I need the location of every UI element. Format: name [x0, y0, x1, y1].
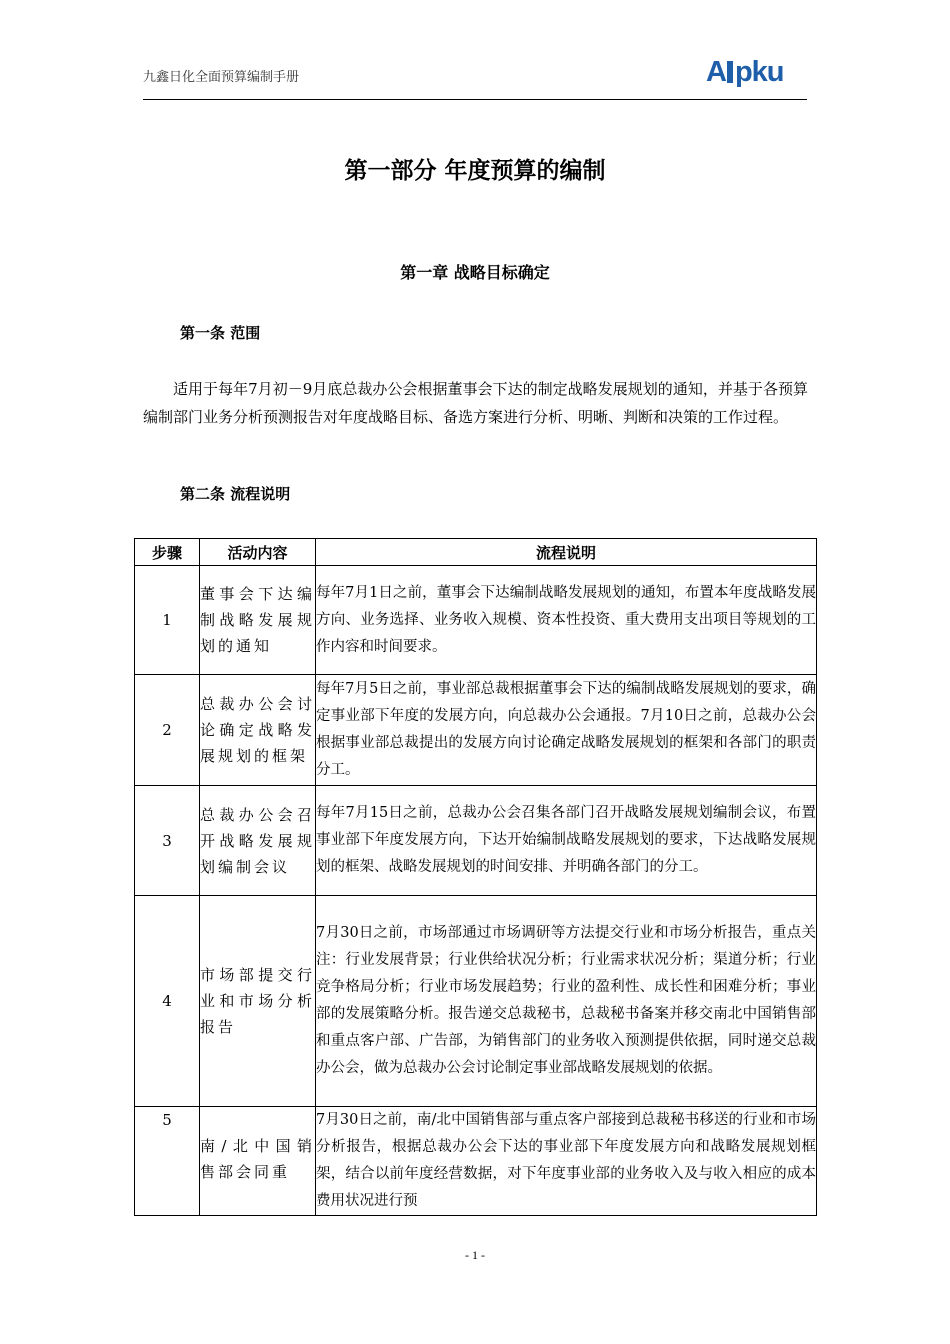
header-document-title: 九鑫日化全面预算编制手册 [143, 70, 300, 85]
table-header-row [135, 539, 817, 566]
article-1-body: 适用于每年7月初－9月底总裁办公会根据董事会下达的制定战略发展规划的通知，并基于各预算编制部门业务分析预测报告对年度战略目标、备选方案进行分析、明晰、判断和决策的工作过程。 [143, 380, 808, 426]
activity-cell: 董事会下达编制战略发展规划的通知 [200, 566, 316, 675]
company-logo [706, 56, 784, 88]
activity-cell: 总裁办公会召开战略发展规划编制会议 [200, 786, 316, 896]
article-1-title: 第一条 范围 [180, 324, 261, 342]
header-description: 流程说明 [316, 539, 817, 566]
description-cell: 每年7月5日之前，事业部总裁根据董事会下达的编制战略发展规划的要求，确定事业部下年度的发展方向，向总裁办公会通报。7月10日之前，总裁办公会根据事业部总裁提出的发展方向讨论确定战略发展规划的框架和各部门的职责分工。 [316, 675, 817, 786]
logo-bar-icon [727, 61, 733, 83]
logo-text-right: pku [734, 55, 784, 88]
step-cell: 5 [135, 1107, 200, 1216]
header-divider [143, 99, 807, 100]
table-row [135, 896, 817, 1107]
table-row [135, 786, 817, 896]
step-cell: 1 [135, 566, 200, 675]
description-cell: 7月30日之前，市场部通过市场调研等方法提交行业和市场分析报告，重点关注：行业发展背景；行业供给状况分析；行业需求状况分析；渠道分析；行业竞争格局分析；行业市场发展趋势；行业的盈利性、成长性和困难分析；事业部的发展策略分析。报告递交总裁秘书，总裁秘书备案并移交南北中国销售部和重点客户部、广告部，为销售部门的业务收入预测提供依据，同时递交总裁办公会，做为总裁办公会讨论制定事业部战略发展规划的依据。 [316, 896, 817, 1107]
table-row [135, 566, 817, 675]
page-number: - 1 - [465, 1248, 485, 1262]
chapter-title: 第一章 战略目标确定 [400, 263, 550, 282]
step-cell: 4 [135, 896, 200, 1107]
header-activity: 活动内容 [200, 539, 316, 566]
article-2-title: 第二条 流程说明 [180, 485, 291, 503]
activity-cell: 南/北中国销售部会同重 [200, 1107, 316, 1216]
description-cell: 每年7月15日之前，总裁办公会召集各部门召开战略发展规划编制会议，布置事业部下年度发展方向，下达开始编制战略发展规划的要求，下达战略发展规划的框架、战略发展规划的时间安排、并明确各部门的分工。 [316, 786, 817, 896]
logo-text-left: A [706, 55, 726, 88]
part-title: 第一部分 年度预算的编制 [344, 158, 606, 184]
activity-cell: 市场部提交行业和市场分析报告 [200, 896, 316, 1107]
activity-cell: 总裁办公会讨论确定战略发展规划的框架 [200, 675, 316, 786]
description-cell: 每年7月1日之前，董事会下达编制战略发展规划的通知，布置本年度战略发展方向、业务选择、业务收入规模、资本性投资、重大费用支出项目等规划的工作内容和时间要求。 [316, 566, 817, 675]
step-cell: 2 [135, 675, 200, 786]
table-row [135, 675, 817, 786]
description-cell: 7月30日之前，南/北中国销售部与重点客户部接到总裁秘书移送的行业和市场分析报告，根据总裁办公会下达的事业部下年度发展方向和战略发展规划框架，结合以前年度经营数据，对下年度事业部的业务收入及与收入相应的成本费用状况进行预 [316, 1107, 817, 1216]
table-row [135, 1107, 817, 1216]
step-cell: 3 [135, 786, 200, 896]
process-table [134, 538, 817, 1216]
header-step: 步骤 [135, 539, 200, 566]
